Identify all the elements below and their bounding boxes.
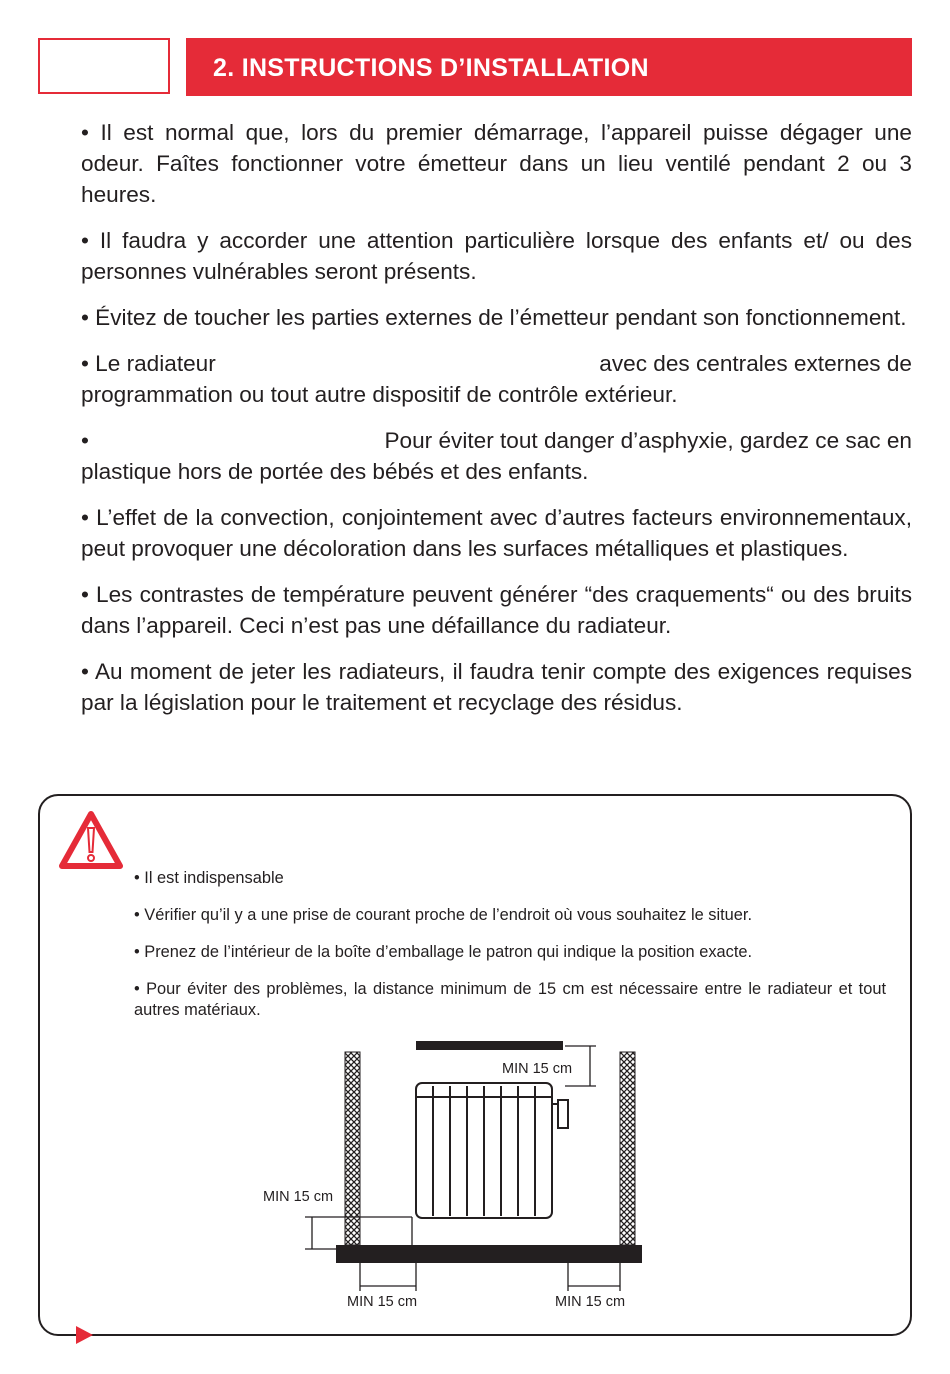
instruction-craquements: • Les contrastes de température peuvent générer “des craquements“ ou des bruits dans l’appareil. Ceci n’est pas une défaillance du radiateur. xyxy=(81,582,912,638)
instruction-radiateur-start: • Le radiateur xyxy=(81,351,216,376)
label-left-wall-clearance: MIN 15 cm xyxy=(347,1294,418,1310)
warning-item-distance: • Pour éviter des problèmes, la distance minimum de 15 cm est nécessaire entre le radiateur et tout autres matériaux. xyxy=(134,980,886,1019)
instruction-touch: • Évitez de toucher les parties externes de l’émetteur pendant son fonctionnement. xyxy=(81,305,907,330)
label-right-wall-clearance: MIN 15 cm xyxy=(555,1294,626,1310)
instruction-sac-line2: plastique hors de portée des bébés et des enfants. xyxy=(81,459,589,484)
label-top-clearance: MIN 15 cm xyxy=(502,1061,573,1077)
instruction-convection: • L’effet de la convection, conjointement avec d’autres facteurs environnementaux, peut provoquer une décoloration dans les surfaces métalliques et plastiques. xyxy=(81,505,912,561)
warning-item-indispensable: • Il est indispensable xyxy=(134,869,284,887)
section-title: 2. INSTRUCTIONS D’INSTALLATION xyxy=(186,38,912,96)
warning-triangle-icon xyxy=(58,810,124,870)
warning-item-prise: • Vérifier qu’il y a une prise de courant proche de l’endroit où vous souhaitez le situer. xyxy=(134,906,753,924)
instruction-radiateur xyxy=(81,348,912,410)
instruction-sac-start: • xyxy=(81,428,89,453)
play-arrow-icon xyxy=(76,1326,93,1344)
warning-item-patron: • Prenez de l’intérieur de la boîte d’emballage le patron qui indique la position exacte. xyxy=(134,943,753,961)
instruction-odor: • Il est normal que, lors du premier démarrage, l’appareil puisse dégager une odeur. Faîtes fonctionner votre émetteur dans un lieu ventilé pendant 2 ou 3 heures. xyxy=(81,120,912,207)
header-empty-box xyxy=(38,38,170,94)
instruction-radiateur-line2: programmation ou tout autre dispositif de contrôle extérieur. xyxy=(81,382,678,407)
label-floor-clearance: MIN 15 cm xyxy=(263,1189,334,1205)
instruction-children: • Il faudra y accorder une attention particulière lorsque des enfants et/ ou des personnes vulnérables seront présents. xyxy=(81,228,912,284)
warning-list xyxy=(134,868,886,1037)
instruction-sac-end: Pour éviter tout danger d’asphyxie, gardez ce sac en xyxy=(384,428,912,453)
instruction-list xyxy=(81,117,912,733)
instruction-sac xyxy=(81,425,912,487)
instruction-recyclage: • Au moment de jeter les radiateurs, il faudra tenir compte des exigences requises par la législation pour le traitement et recyclage des résidus. xyxy=(81,659,912,715)
instruction-radiateur-end: avec des centrales externes de xyxy=(599,351,912,376)
